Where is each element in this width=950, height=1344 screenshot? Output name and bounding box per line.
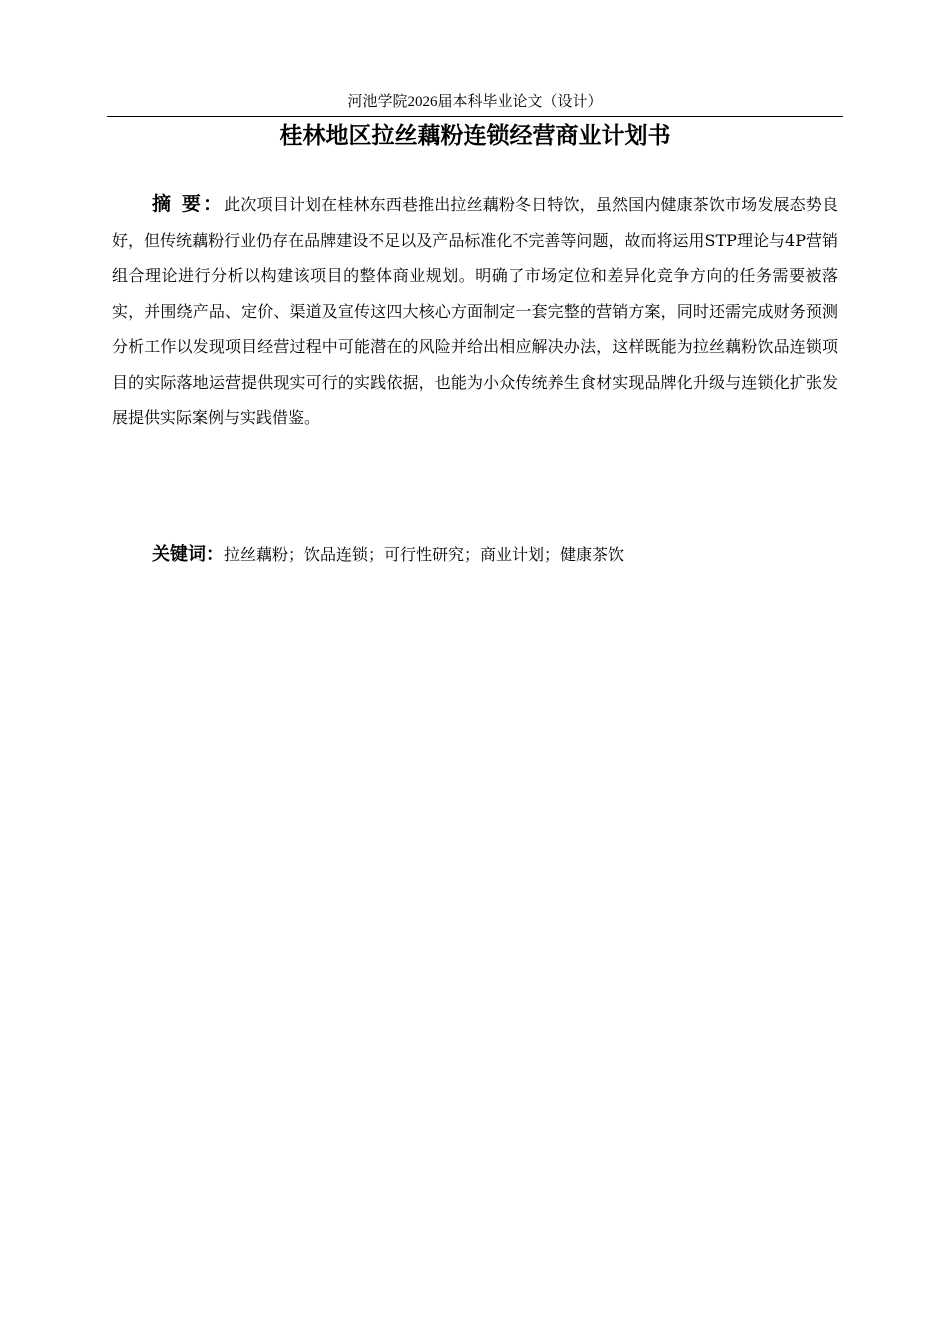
keywords-line — [152, 538, 832, 572]
keywords-text: 拉丝藕粉；饮品连锁；可行性研究；商业计划；健康茶饮 — [224, 545, 625, 564]
abstract-label: 摘 要： — [152, 193, 225, 215]
running-header: 河池学院2026届本科毕业论文（设计） — [347, 94, 603, 110]
abstract-text: 此次项目计划在桂林东西巷推出拉丝藕粉冬日特饮，虽然国内健康茶饮市场发展态势良好，但传统藕粉行业仍存在品牌建设不足以及产品标准化不完善等问题，故而将运用STP理论与4P营销组合理论进行分析以构建该项目的整体商业规划。明确了市场定位和差异化竞争方向的任务需要被落实，并围绕产品、定价、渠道及宣传这四大核心方面制定一套完整的营销方案，同时还需完成财务预测分析工作以发现项目经营过程中可能潜在的风险并给出相应解决办法，这样既能为拉丝藕粉饮品连锁项目的实际落地运营提供现实可行的实践依据，也能为小众传统养生食材实现品牌化升级与连锁化扩张发展提供实际案例与实践借鉴。 — [112, 195, 838, 427]
header-divider — [107, 116, 843, 117]
document-title: 桂林地区拉丝藕粉连锁经营商业计划书 — [279, 123, 671, 149]
keywords-label: 关键词： — [152, 544, 224, 565]
abstract-paragraph — [112, 187, 838, 436]
